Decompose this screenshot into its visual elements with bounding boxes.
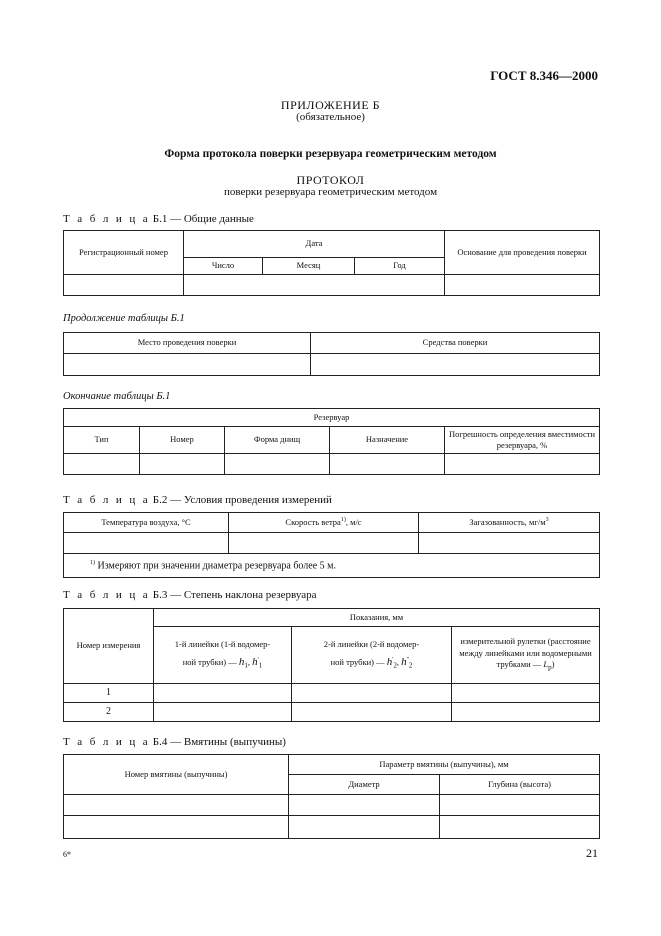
empty-cell — [445, 454, 600, 475]
table-b1-continued-caption: Продолжение таблицы Б.1 — [63, 313, 185, 324]
table-word: Т а б л и ц а — [63, 213, 151, 225]
table-b3-caption — [63, 589, 316, 601]
protocol-title: ПРОТОКОЛ — [296, 173, 365, 187]
l-symbol: L — [543, 659, 549, 670]
table-word: Т а б л и ц а — [63, 494, 151, 506]
empty-cell — [184, 275, 445, 296]
meas-row-2-no: 2 — [64, 703, 154, 722]
h1-symbol: h — [238, 655, 245, 668]
table-b2-caption — [63, 494, 332, 506]
empty-cell — [229, 533, 419, 554]
wind-header — [229, 513, 419, 533]
table-word: Т а б л и ц а — [63, 736, 151, 748]
page-number: 21 — [586, 846, 598, 860]
empty-cell — [154, 684, 292, 703]
tape-close: ) — [551, 659, 555, 670]
empty-cell — [289, 816, 440, 839]
empty-cell — [440, 795, 600, 816]
table-b1-end — [63, 408, 600, 475]
table-b1-caption — [63, 213, 254, 225]
number-header: Номер — [140, 427, 225, 454]
footer-signature-mark: 6* — [63, 850, 71, 859]
empty-cell — [292, 684, 452, 703]
form-title: Форма протокола поверки резервуара геометрическим методом — [164, 148, 497, 160]
empty-cell — [64, 454, 140, 475]
ruler2-header — [292, 627, 452, 684]
h2-prime-sub: 2 — [408, 661, 413, 670]
empty-cell — [419, 533, 600, 554]
wind-unit: , м/с — [345, 517, 362, 528]
param-header: Параметр вмятины (выпучины), мм — [289, 755, 600, 775]
place-header: Место проведения поверки — [64, 333, 311, 354]
wind-label: Скорость ветра — [285, 517, 341, 528]
table-b2-caption-text: Б.2 — Условия проведения измерений — [152, 494, 332, 506]
empty-cell — [64, 533, 229, 554]
bottom-shape-header: Форма днищ — [225, 427, 330, 454]
empty-cell — [292, 703, 452, 722]
table-b4 — [63, 754, 600, 839]
ruler1-label-line2: ной трубки) — $h_1$, $h'_1$ — [182, 655, 263, 670]
h1-sub: 1 — [244, 661, 248, 670]
l-sub: p — [548, 664, 552, 673]
diameter-header: Диаметр — [289, 775, 440, 795]
empty-cell — [64, 275, 184, 296]
readings-header: Показания, мм — [154, 609, 600, 627]
empty-cell — [289, 795, 440, 816]
ruler2-label-line1: 2-й линейки (2-й водомер- — [323, 639, 420, 650]
gas-unit-power: 3 — [545, 517, 549, 524]
ruler1-header — [154, 627, 292, 684]
appendix-title: ПРИЛОЖЕНИЕ Б — [280, 98, 381, 112]
gas-header — [419, 513, 600, 533]
h2-sup: ' — [392, 656, 394, 663]
protocol-subtitle: поверки резервуара геометрическим методом — [223, 186, 438, 198]
basis-header: Основание для проведения поверки — [445, 231, 600, 275]
note-footnote-mark: 1) — [90, 559, 95, 566]
error-header: Погрешность определения вместимости резервуара, % — [445, 427, 600, 454]
temp-header: Температура воздуха, °С — [64, 513, 229, 533]
table-b4-caption-text: Б.4 — Вмятины (выпучины) — [152, 736, 286, 748]
table-b3 — [63, 608, 600, 722]
table-b1-end-caption: Окончание таблицы Б.1 — [63, 391, 171, 402]
ruler2-label-line2: ной трубки) — $h'_2$, $h''_2$ — [330, 655, 413, 670]
type-header: Тип — [64, 427, 140, 454]
month-header: Месяц — [263, 258, 355, 275]
reg-no-header: Регистрационный номер — [64, 231, 184, 275]
year-header: Год — [355, 258, 445, 275]
empty-cell — [440, 816, 600, 839]
empty-cell — [64, 354, 311, 376]
h2-prime-symbol: h — [401, 655, 407, 668]
date-header: Дата — [184, 231, 445, 258]
table-b2-note — [64, 554, 600, 578]
h2-prime-sup: '' — [406, 656, 409, 663]
tank-header: Резервуар — [64, 409, 600, 427]
dent-no-header: Номер вмятины (выпучины) — [64, 755, 289, 795]
tape-header — [452, 627, 600, 684]
empty-cell — [154, 703, 292, 722]
table-b1 — [63, 230, 600, 296]
ruler2-label-text: ной трубки) — — [330, 656, 385, 667]
h2-sub: 2 — [393, 661, 397, 670]
empty-cell — [452, 703, 600, 722]
ruler1-label-line1: 1-й линейки (1-й водомер- — [174, 639, 271, 650]
empty-cell — [64, 816, 289, 839]
means-header: Средства поверки — [311, 333, 600, 354]
tape-label: измерительной рулетки (расстояние между линейками или водомерными трубками — [459, 636, 592, 670]
document-code: ГОСТ 8.346—2000 — [490, 68, 598, 83]
gas-label: Загазованность, мг/м — [469, 517, 546, 528]
empty-cell — [311, 354, 600, 376]
empty-cell — [140, 454, 225, 475]
empty-cell — [330, 454, 445, 475]
empty-cell — [64, 795, 289, 816]
meas-no-header: Номер измерения — [64, 609, 154, 684]
table-b3-caption-text: Б.3 — Степень наклона резервуара — [152, 589, 317, 601]
note-text: Измеряют при значении диаметра резервуара более 5 м. — [97, 559, 336, 571]
tape-dash: — — [532, 659, 542, 670]
appendix-subtitle: (обязательное) — [296, 111, 365, 123]
empty-cell — [225, 454, 330, 475]
h1-prime-symbol: h — [252, 655, 258, 668]
ruler1-label-text: ной трубки) — — [182, 656, 237, 667]
depth-header: Глубина (высота) — [440, 775, 600, 795]
day-header: Число — [184, 258, 263, 275]
h2-symbol: h — [386, 655, 393, 668]
table-b1-caption-text: Б.1 — Общие данные — [152, 213, 254, 225]
table-b4-caption — [63, 736, 286, 748]
purpose-header: Назначение — [330, 427, 445, 454]
h1-prime-sub: 1 — [258, 661, 263, 670]
table-b1-continued — [63, 332, 600, 376]
table-b2 — [63, 512, 600, 578]
empty-cell — [445, 275, 600, 296]
meas-row-1-no: 1 — [64, 684, 154, 703]
empty-cell — [452, 684, 600, 703]
h1-prime-sup: ' — [257, 656, 259, 663]
wind-footnote-mark: 1) — [340, 517, 346, 524]
table-word: Т а б л и ц а — [63, 589, 151, 601]
